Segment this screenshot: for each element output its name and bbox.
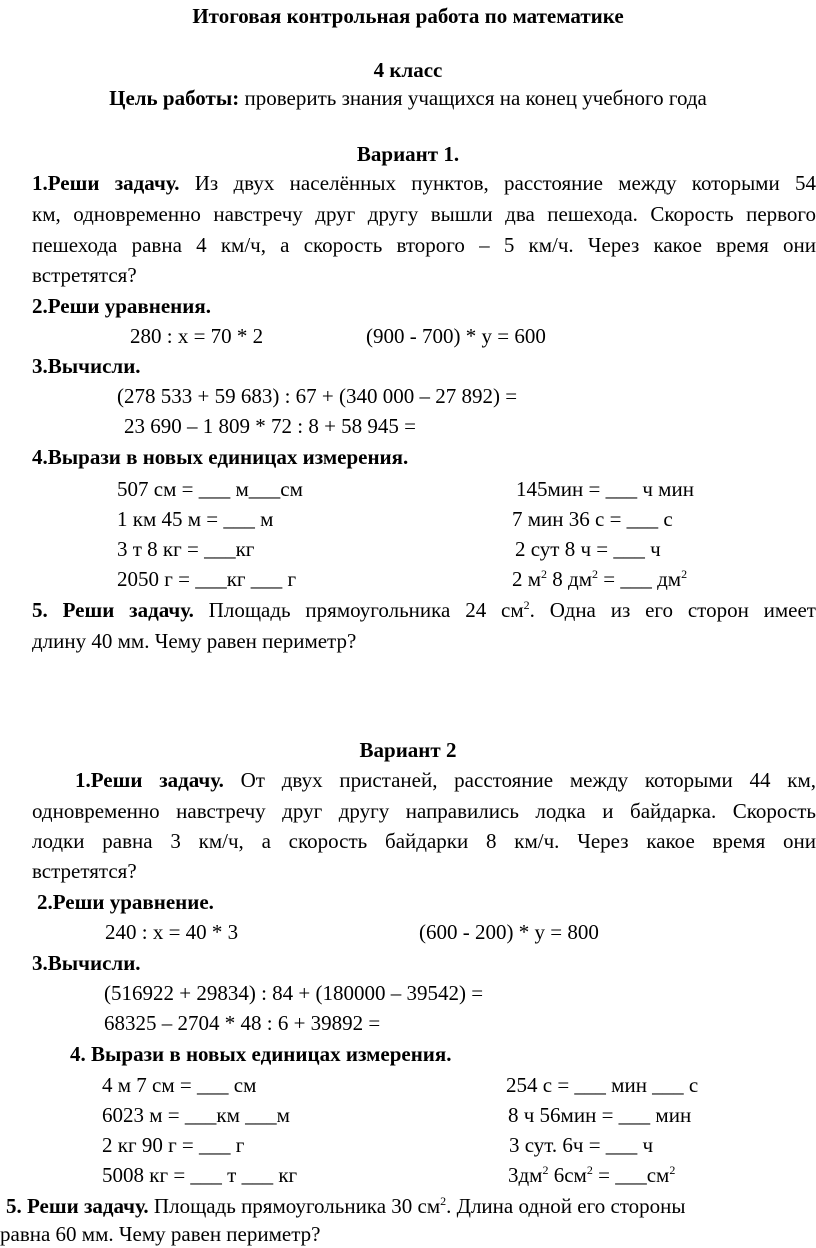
v2-equation-2: (600 - 200) * у = 800: [419, 920, 599, 944]
v2-convert-left-1: 4 м 7 см = ___ см: [102, 1073, 257, 1097]
v2-convert-right-4: $3дм^2$ $6см^2$ = $\_\_\_см^2$: [508, 1163, 676, 1187]
v2-convert-right-1: 254 с = ___ мин ___ с: [506, 1073, 699, 1097]
v2-task4-label: 4. Вырази в новых единицах измерения.: [70, 1042, 452, 1066]
v2-expression-1: (516922 + 29834) : 84 + (180000 – 39542) =: [104, 981, 484, 1005]
v1-expression-2: 23 690 – 1 809 * 72 : 8 + 58 945 =: [124, 414, 417, 438]
v2-task1-line3: лодки равна 3 км/ч, а скорость байдарки 8 км/ч. Через какое время они: [32, 829, 816, 853]
v1-convert-right-4: 2 $м^2$ 8 $дм^2$ = ___ $дм^2$: [512, 567, 688, 591]
v1-convert-right-3: 2 сут 8 ч = ___ ч: [515, 537, 661, 561]
v1-convert-right-1: 145мин = ___ ч мин: [516, 477, 694, 501]
v1-expression-1: (278 533 + 59 683) : 67 + (340 000 – 27 892) =: [117, 384, 518, 408]
v1-task1-line3: пешехода равна 4 км/ч, а скорость второго – 5 км/ч. Через какое время они: [32, 233, 816, 257]
v1-task3-label: 3.Вычисли.: [32, 354, 141, 378]
v1-task1-line1: 1.Реши задачу. Из двух населённых пунктов, расстояние между которыми 54: [32, 171, 816, 195]
v2-equation-1: 240 : х = 40 * 3: [105, 920, 239, 944]
v1-task1-line4: встретятся?: [32, 263, 137, 287]
v2-convert-right-3: 3 сут. 6ч = ___ ч: [509, 1133, 654, 1157]
v2-task3-label: 3.Вычисли.: [32, 951, 141, 975]
v1-convert-left-1: 507 см = ___ м___см: [117, 477, 303, 501]
work-goal: Цель работы: проверить знания учащихся на конец учебного года: [109, 86, 707, 110]
v2-task2-label: 2.Реши уравнение.: [37, 890, 214, 914]
v2-convert-left-4: 5008 кг = ___ т ___ кг: [102, 1163, 298, 1187]
v1-convert-right-2: 7 мин 36 с = ___ с: [512, 507, 673, 531]
v2-convert-right-2: 8 ч 56мин = ___ мин: [508, 1103, 692, 1127]
v1-equation-2: (900 - 700) * у = 600: [366, 324, 546, 348]
v1-task5-line1: 5. Реши задачу. Площадь прямоугольника 24 $см^2$. Одна из его сторон имеет: [32, 598, 816, 622]
v2-convert-left-2: 6023 м = ___км ___м: [102, 1103, 290, 1127]
variant2-title: Вариант 2: [359, 738, 457, 762]
page-title: Итоговая контрольная работа по математике: [192, 4, 624, 28]
v2-expression-2: 68325 – 2704 * 48 : 6 + 39892 =: [104, 1011, 381, 1035]
variant1-title: Вариант 1.: [356, 142, 460, 166]
v2-task5-line1: 5. Реши задачу. Площадь прямоугольника 30 $см^2$. Длина одной его стороны: [6, 1194, 686, 1218]
v1-task2-label: 2.Реши уравнения.: [32, 294, 211, 318]
v2-task1-line1: 1.Реши задачу. От двух пристаней, расстояние между которыми 44 км,: [75, 768, 816, 792]
v1-task5-line2: длину 40 мм. Чему равен периметр?: [32, 629, 357, 653]
grade-label: 4 класс: [373, 58, 443, 82]
v1-convert-left-3: 3 т 8 кг = ___кг: [117, 537, 255, 561]
v2-task5-line2: равна 60 мм. Чему равен периметр?: [0, 1222, 321, 1246]
v1-task4-label: 4.Вырази в новых единицах измерения.: [32, 445, 409, 469]
v1-convert-left-2: 1 км 45 м = ___ м: [117, 507, 274, 531]
v1-task1-line2: км, одновременно навстречу друг другу вышли два пешехода. Скорость первого: [32, 202, 816, 226]
v1-convert-left-4: 2050 г = ___кг ___ г: [117, 567, 297, 591]
v2-task1-line4: встретятся?: [32, 859, 137, 883]
v2-task1-line2: одновременно навстречу друг другу направились лодка и байдарка. Скорость: [32, 799, 816, 823]
v1-equation-1: 280 : х = 70 * 2: [130, 324, 264, 348]
v2-convert-left-3: 2 кг 90 г = ___ г: [102, 1133, 245, 1157]
